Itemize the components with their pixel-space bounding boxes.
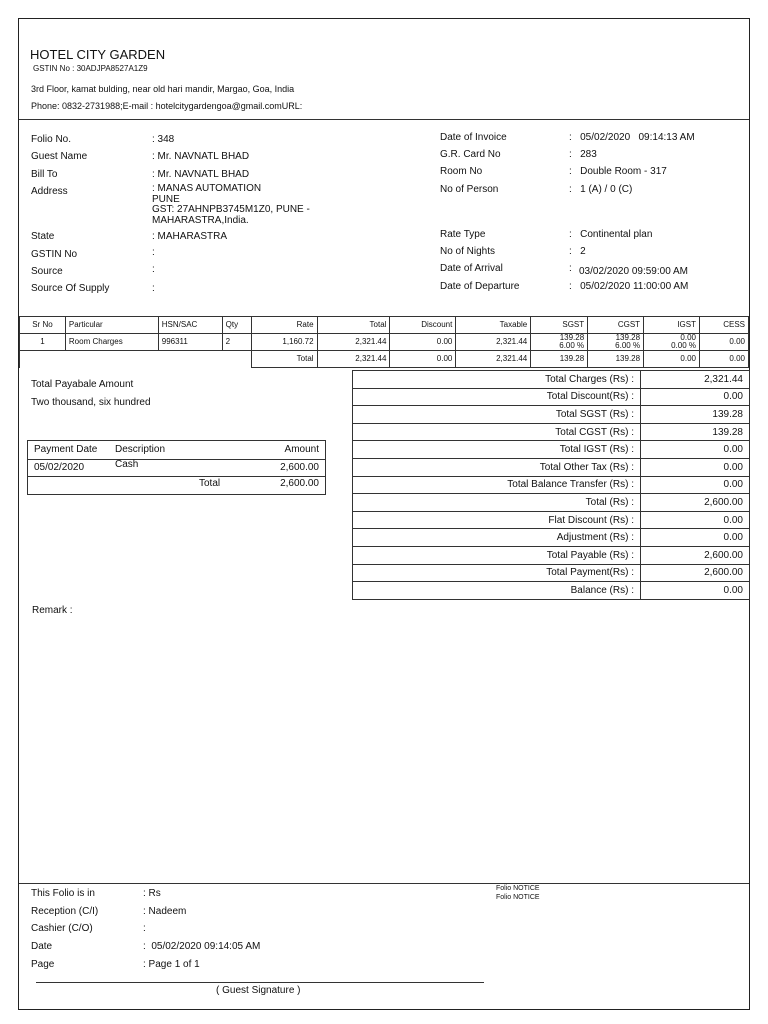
cell-discount: 0.00	[390, 334, 456, 351]
source-value: :	[152, 264, 155, 275]
folio-no-label: Folio No.	[31, 134, 72, 145]
departure-value: : 05/02/2020 11:00:00 AM	[569, 281, 689, 292]
payments-table	[27, 440, 326, 495]
cashier-label: Cashier (C/O)	[31, 923, 93, 934]
summary-value: 2,600.00	[641, 494, 750, 512]
footer-date-value: : 05/02/2020 09:14:05 AM	[143, 941, 261, 952]
line-items-total-row	[20, 351, 749, 368]
signature-line	[36, 982, 484, 983]
cell-qty: 2	[222, 334, 251, 351]
invoice-date-value: : 05/02/2020 09:14:13 AM	[569, 132, 695, 143]
payable-title: Total Payabale Amount	[31, 379, 134, 390]
departure-label: Date of Departure	[440, 281, 520, 292]
cell-cgst: 139.28 6.00 %	[588, 334, 644, 351]
address-value: : MANAS AUTOMATION PUNE GST: 27AHNPB3745M1Z0, PUNE - MAHARASTRA,India.	[152, 183, 310, 226]
summary-value: 2,600.00	[641, 546, 750, 564]
cell-total: 2,321.44	[317, 334, 390, 351]
summary-value: 139.28	[641, 423, 750, 441]
total-total: 2,321.44	[317, 351, 390, 368]
room-no-label: Room No	[440, 166, 483, 177]
total-igst: 0.00	[644, 351, 700, 368]
persons-value: : 1 (A) / 0 (C)	[569, 184, 633, 195]
total-cgst: 139.28	[588, 351, 644, 368]
persons-label: No of Person	[440, 184, 499, 195]
summary-label: Balance (Rs) :	[353, 582, 641, 600]
payment-amount: 2,600.00	[280, 462, 319, 473]
summary-value: 0.00	[641, 511, 750, 529]
summary-value: 0.00	[641, 529, 750, 547]
footer-divider	[19, 883, 749, 884]
summary-value: 2,321.44	[641, 371, 750, 389]
folio-in-value: : Rs	[143, 888, 161, 899]
payments-total-amount: 2,600.00	[280, 478, 319, 489]
bill-to-label: Bill To	[31, 169, 58, 180]
col-rate: Rate	[251, 317, 317, 334]
col-sr-no: Sr No	[20, 317, 66, 334]
payment-description-header: Description	[115, 444, 166, 455]
summary-value: 0.00	[641, 441, 750, 459]
summary-row	[353, 564, 750, 582]
col-cess: CESS	[699, 317, 748, 334]
page-label: Page	[31, 959, 55, 970]
summary-label: Total Other Tax (Rs) :	[353, 458, 641, 476]
guest-name-value: : Mr. NAVNATL BHAD	[152, 151, 250, 162]
cell-igst: 0.00 0.00 %	[644, 334, 700, 351]
col-particular: Particular	[65, 317, 158, 334]
summary-row	[353, 371, 750, 389]
summary-row	[353, 546, 750, 564]
bill-to-value: : Mr. NAVNATL BHAD	[152, 169, 250, 180]
summary-value: 2,600.00	[641, 564, 750, 582]
arrival-label: Date of Arrival	[440, 263, 503, 274]
payment-date: 05/02/2020	[34, 462, 85, 473]
summary-row	[353, 406, 750, 424]
hotel-name: HOTEL CITY GARDEN	[30, 47, 166, 62]
rate-type-label: Rate Type	[440, 229, 486, 240]
col-total: Total	[317, 317, 390, 334]
summary-label: Total SGST (Rs) :	[353, 406, 641, 424]
line-items-header	[20, 317, 749, 334]
payment-amount-header: Amount	[284, 444, 319, 455]
header-divider	[19, 119, 749, 120]
col-sgst: SGST	[531, 317, 588, 334]
summary-value: 139.28	[641, 406, 750, 424]
summary-row	[353, 423, 750, 441]
reception-label: Reception (C/I)	[31, 906, 99, 917]
summary-row	[353, 582, 750, 600]
summary-value: 0.00	[641, 388, 750, 406]
arrival-value: 03/02/2020 09:59:00 AM	[579, 266, 688, 277]
remark-label: Remark :	[32, 605, 73, 616]
invoice-date-label: Date of Invoice	[440, 132, 507, 143]
folio-notice: Folio NOTICE	[496, 894, 540, 901]
address-label: Address	[31, 186, 68, 197]
total-cess: 0.00	[699, 351, 748, 368]
summary-label: Total IGST (Rs) :	[353, 441, 641, 459]
rate-type-value: : Continental plan	[569, 229, 653, 240]
arrival-colon: :	[569, 263, 572, 274]
cell-taxable: 2,321.44	[456, 334, 531, 351]
summary-value: 0.00	[641, 458, 750, 476]
footer-date-label: Date	[31, 941, 53, 952]
payments-total-row	[28, 478, 325, 492]
table-row	[28, 459, 325, 475]
total-discount: 0.00	[390, 351, 456, 368]
col-hsn: HSN/SAC	[158, 317, 222, 334]
summary-value: 0.00	[641, 582, 750, 600]
page-value: : Page 1 of 1	[143, 959, 200, 970]
hotel-contact: Phone: 0832-2731988;E-mail : hotelcitygardengoa@gmail.comURL:	[31, 101, 303, 111]
summary-label: Total Balance Transfer (Rs) :	[353, 476, 641, 494]
cell-hsn: 996311	[158, 334, 222, 351]
cell-sr: 1	[20, 334, 66, 351]
total-label: Total	[251, 351, 317, 368]
summary-label: Total Payment(Rs) :	[353, 564, 641, 582]
summary-label: Total CGST (Rs) :	[353, 423, 641, 441]
guest-signature: ( Guest Signature )	[216, 985, 301, 996]
nights-label: No of Nights	[440, 246, 496, 257]
cell-sgst: 139.28 6.00 %	[531, 334, 588, 351]
cashier-value: :	[143, 923, 146, 934]
summary-table	[352, 370, 750, 600]
summary-label: Adjustment (Rs) :	[353, 529, 641, 547]
hotel-gstin: GSTIN No : 30ADJPA8527A1Z9	[33, 64, 148, 73]
source-supply-label: Source Of Supply	[31, 283, 110, 294]
state-label: State	[31, 231, 55, 242]
col-cgst: CGST	[588, 317, 644, 334]
cell-cess: 0.00	[699, 334, 748, 351]
gr-card-value: : 283	[569, 149, 597, 160]
total-sgst: 139.28	[531, 351, 588, 368]
payment-description: Cash	[115, 459, 139, 470]
payment-date-header: Payment Date	[34, 444, 98, 455]
col-igst: IGST	[644, 317, 700, 334]
payments-header	[28, 444, 325, 458]
table-row	[20, 334, 749, 351]
summary-label: Total (Rs) :	[353, 494, 641, 512]
summary-label: Total Discount(Rs) :	[353, 388, 641, 406]
summary-label: Flat Discount (Rs) :	[353, 511, 641, 529]
source-supply-value: :	[152, 283, 155, 294]
summary-value: 0.00	[641, 476, 750, 494]
summary-row	[353, 458, 750, 476]
summary-row	[353, 529, 750, 547]
summary-row	[353, 441, 750, 459]
cell-rate: 1,160.72	[251, 334, 317, 351]
col-discount: Discount	[390, 317, 456, 334]
folio-notice: Folio NOTICE	[496, 885, 540, 892]
hotel-address: 3rd Floor, kamat bulding, near old hari mandir, Margao, Goa, India	[31, 84, 295, 94]
summary-row	[353, 388, 750, 406]
line-items-table	[19, 316, 749, 368]
payments-total-label: Total	[199, 478, 221, 489]
room-no-value: : Double Room - 317	[569, 166, 667, 177]
payable-words: Two thousand, six hundred	[31, 397, 151, 408]
summary-row	[353, 511, 750, 529]
reception-value: : Nadeem	[143, 906, 187, 917]
state-value: : MAHARASTRA	[152, 231, 228, 242]
summary-row	[353, 476, 750, 494]
guest-name-label: Guest Name	[31, 151, 88, 162]
col-taxable: Taxable	[456, 317, 531, 334]
folio-in-label: This Folio is in	[31, 888, 95, 899]
summary-row	[353, 494, 750, 512]
summary-label: Total Payable (Rs) :	[353, 546, 641, 564]
folio-no-value: : 348	[152, 134, 175, 145]
nights-value: : 2	[569, 246, 586, 257]
cell-particular: Room Charges	[65, 334, 158, 351]
source-label: Source	[31, 266, 63, 277]
summary-label: Total Charges (Rs) :	[353, 371, 641, 389]
gstin-value: :	[152, 247, 155, 258]
gr-card-label: G.R. Card No	[440, 149, 501, 160]
total-taxable: 2,321.44	[456, 351, 531, 368]
gstin-label: GSTIN No	[31, 249, 78, 260]
col-qty: Qty	[222, 317, 251, 334]
